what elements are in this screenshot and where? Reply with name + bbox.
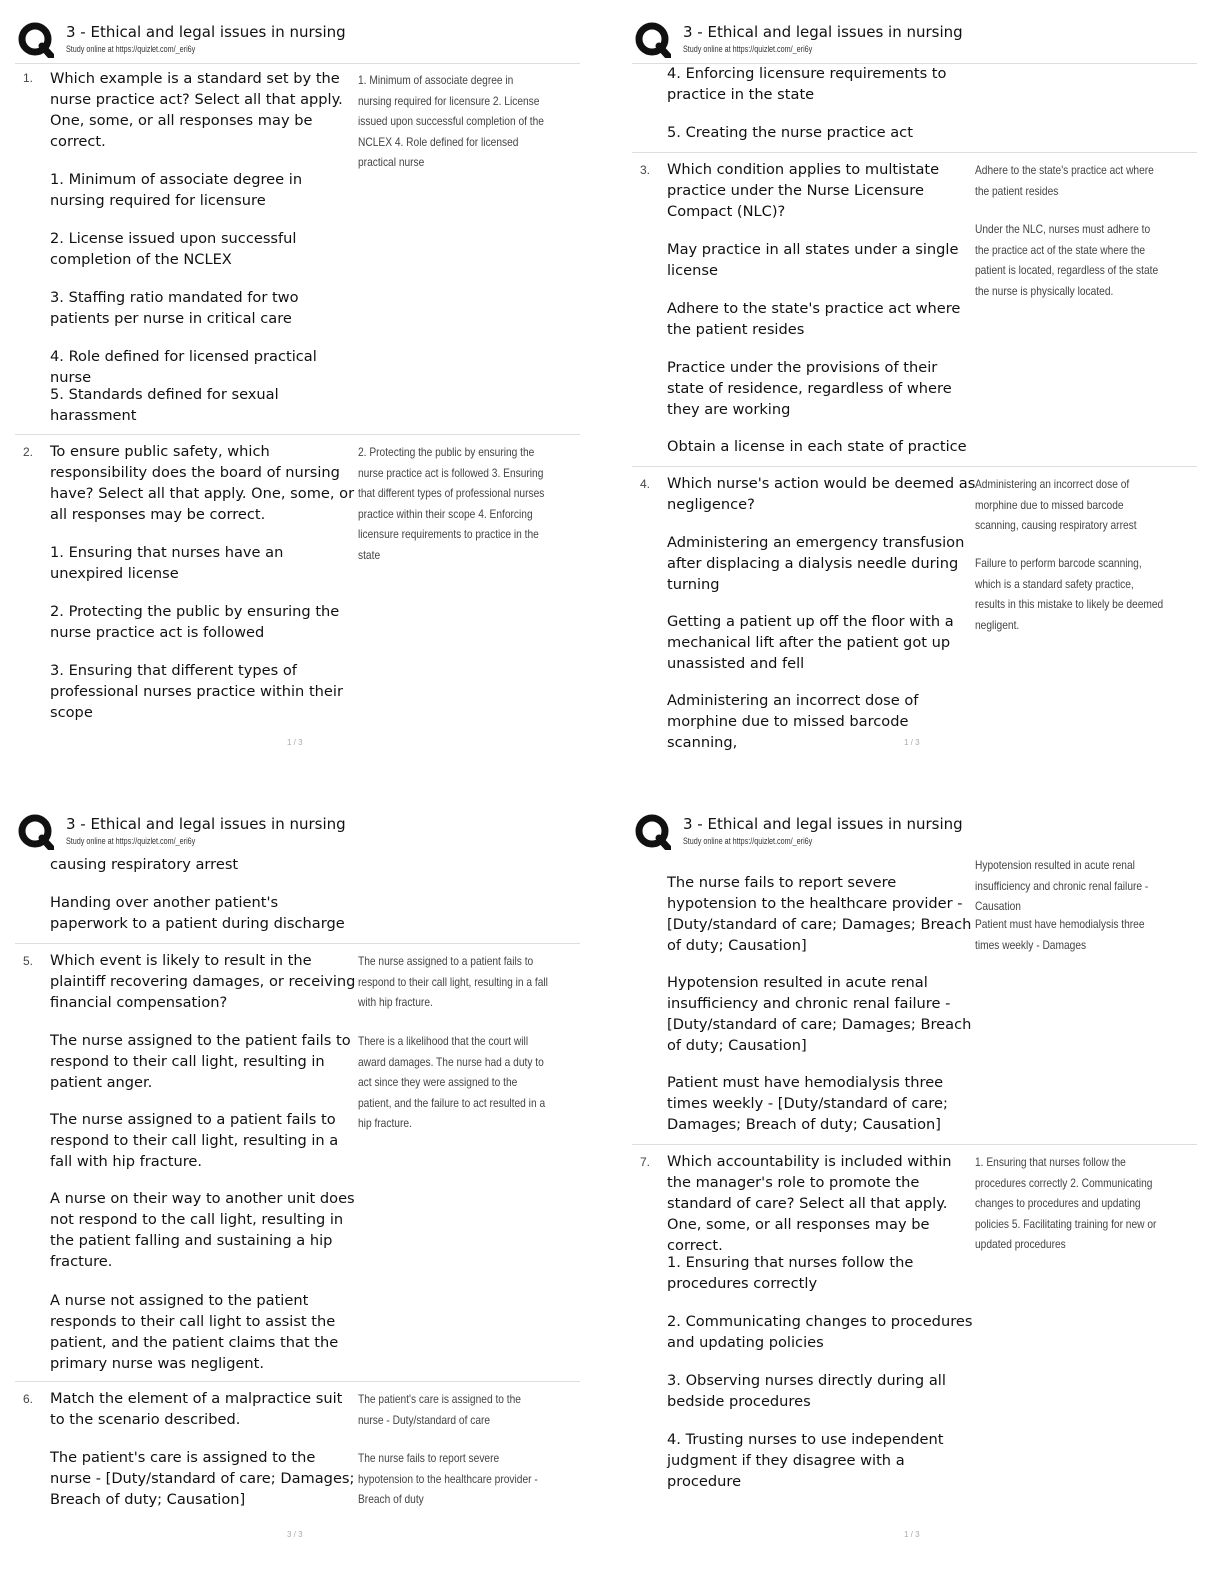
page-header xyxy=(632,18,1202,62)
answer-explanation: Under the NLC, nurses must adhere to the practice act of the state where the patient is located, regardless of the state the nurse is physically located. xyxy=(975,222,1159,298)
question-number: 7. xyxy=(640,1155,651,1169)
page-title: 3 - Ethical and legal issues in nursing xyxy=(683,815,963,833)
divider xyxy=(15,434,580,435)
question-number: 5. xyxy=(23,954,34,968)
quizlet-logo-icon xyxy=(635,22,671,58)
answer-option: 2. Communicating changes to procedures and updating policies xyxy=(667,1313,973,1351)
document-page-3 xyxy=(15,810,595,1580)
question-text: Which nurse's action would be deemed as negligence? xyxy=(667,475,976,513)
answer-text: The nurse assigned to a patient fails to respond to their call light, resulting in a fall with hip fracture. xyxy=(358,954,548,1009)
answer-option: Obtain a license in each state of practice xyxy=(667,438,967,455)
answer-option: 2. License issued upon successful completion of the NCLEX xyxy=(50,230,297,268)
answer-option: 4. Role defined for licensed practical nurse xyxy=(50,348,317,386)
answer-option: 3. Ensuring that different types of professional nurses practice within their scope xyxy=(50,662,343,721)
answer-text: Adhere to the state's practice act where the patient resides xyxy=(975,163,1154,198)
page-number: 1 / 3 xyxy=(287,738,303,747)
document-page-1 xyxy=(15,18,595,788)
question-number: 4. xyxy=(640,477,651,491)
page-subtitle: Study online at https://quizlet.com/_eri6y xyxy=(66,836,196,846)
document-page-4 xyxy=(632,810,1212,1580)
divider xyxy=(15,943,580,944)
answer-text: 2. Protecting the public by ensuring the nurse practice act is followed 3. Ensuring that different types of professional nurses practice within their scope 4. Enforcing licensure requirements to practice in the state xyxy=(358,445,545,562)
answer-text: The nurse fails to report severe hypotension to the healthcare provider - Breach of duty xyxy=(358,1451,538,1506)
question-number: 2. xyxy=(23,445,34,459)
page-header xyxy=(632,810,1202,854)
page-header xyxy=(15,18,585,62)
answer-option: Hypotension resulted in acute renal insufficiency and chronic renal failure - [Duty/standard of care; Damages; Breach of duty; Causation] xyxy=(667,974,972,1054)
question-text: Which accountability is included within the manager's role to promote the standard of care? Select all that apply. One, some, or all responses may be correct. xyxy=(667,1153,952,1254)
answer-option: Handing over another patient's paperwork to a patient during discharge xyxy=(50,894,345,932)
page-header xyxy=(15,810,585,854)
answer-option: 1. Ensuring that nurses follow the procedures correctly xyxy=(667,1254,914,1292)
divider xyxy=(632,1144,1197,1145)
answer-option: 4. Enforcing licensure requirements to practice in the state xyxy=(667,65,947,103)
answer-explanation: Failure to perform barcode scanning, which is a standard safety practice, results in this mistake to likely be deemed negligent. xyxy=(975,556,1164,632)
question-text: Which condition applies to multistate practice under the Nurse Licensure Compact (NLC)? xyxy=(667,161,940,220)
question-text: Which event is likely to result in the plaintiff recovering damages, or receiving financial compensation? xyxy=(50,952,356,1011)
question-text: Which example is a standard set by the nurse practice act? Select all that apply. One, some, or all responses may be correct. xyxy=(50,70,343,150)
answer-text: Administering an incorrect dose of morphine due to missed barcode scanning, causing respiratory arrest xyxy=(975,477,1137,532)
answer-option: 1. Ensuring that nurses have an unexpired license xyxy=(50,544,284,582)
answer-explanation: There is a likelihood that the court will award damages. The nurse had a duty to act since they were assigned to the patient, and the failure to act resulted in a hip fracture. xyxy=(358,1034,546,1130)
answer-option: A nurse not assigned to the patient responds to their call light to assist the patient, and the patient claims that the primary nurse was negligent. xyxy=(50,1292,339,1372)
document-page-2 xyxy=(632,18,1212,788)
answer-option: Getting a patient up off the floor with a mechanical lift after the patient got up unassisted and fell xyxy=(667,613,954,672)
answer-option: May practice in all states under a single license xyxy=(667,241,959,279)
answer-option: 5. Standards defined for sexual harassment xyxy=(50,386,279,424)
quizlet-logo-icon xyxy=(18,22,54,58)
answer-option: Administering an emergency transfusion after displacing a dialysis needle during turning xyxy=(667,534,965,593)
question-number: 3. xyxy=(640,163,651,177)
page-number: 3 / 3 xyxy=(287,1530,303,1539)
answer-option: 1. Minimum of associate degree in nursing required for licensure xyxy=(50,171,303,209)
answer-option: 3. Staffing ratio mandated for two patients per nurse in critical care xyxy=(50,289,299,327)
answer-option: 5. Creating the nurse practice act xyxy=(667,124,913,141)
divider xyxy=(632,152,1197,153)
answer-option: 4. Trusting nurses to use independent judgment if they disagree with a procedure xyxy=(667,1431,944,1490)
answer-option: 3. Observing nurses directly during all bedside procedures xyxy=(667,1372,946,1410)
answer-text: 1. Ensuring that nurses follow the procedures correctly 2. Communicating changes to procedures and updating policies 5. Facilitating training for new or updated procedures xyxy=(975,1155,1157,1251)
answer-option: A nurse on their way to another unit does not respond to the call light, resulting in the patient falling and sustaining a hip fracture. xyxy=(50,1190,355,1270)
page-subtitle: Study online at https://quizlet.com/_eri6y xyxy=(683,836,813,846)
question-number: 1. xyxy=(23,71,34,85)
answer-text: 1. Minimum of associate degree in nursing required for licensure 2. License issued upon successful completion of the NCLEX 4. Role defined for licensed practical nurse xyxy=(358,73,544,169)
answer-option: causing respiratory arrest xyxy=(50,856,239,873)
page-title: 3 - Ethical and legal issues in nursing xyxy=(66,23,346,41)
answer-option: The nurse assigned to the patient fails to respond to their call light, resulting in patient anger. xyxy=(50,1032,351,1091)
divider xyxy=(15,63,580,64)
divider xyxy=(632,466,1197,467)
answer-option: 2. Protecting the public by ensuring the nurse practice act is followed xyxy=(50,603,340,641)
answer-option: Adhere to the state's practice act where the patient resides xyxy=(667,300,961,338)
page-number: 1 / 3 xyxy=(904,1530,920,1539)
question-number: 6. xyxy=(23,1392,34,1406)
page-title: 3 - Ethical and legal issues in nursing xyxy=(66,815,346,833)
page-number: 1 / 3 xyxy=(904,738,920,747)
answer-text: The patient's care is assigned to the nurse - Duty/standard of care xyxy=(358,1392,521,1427)
question-text: Match the element of a malpractice suit to the scenario described. xyxy=(50,1390,343,1428)
page-title: 3 - Ethical and legal issues in nursing xyxy=(683,23,963,41)
answer-option: Practice under the provisions of their state of residence, regardless of where they are working xyxy=(667,359,952,418)
question-text: To ensure public safety, which responsibility does the board of nursing have? Select all that apply. One, some, or all responses may be correct. xyxy=(50,443,355,523)
answer-option: The nurse assigned to a patient fails to respond to their call light, resulting in a fall with hip fracture. xyxy=(50,1111,339,1170)
answer-text: Patient must have hemodialysis three times weekly - Damages xyxy=(975,917,1145,952)
answer-option: Administering an incorrect dose of morphine due to missed barcode scanning, xyxy=(667,692,919,751)
divider xyxy=(15,1381,580,1382)
quizlet-logo-icon xyxy=(635,814,671,850)
page-subtitle: Study online at https://quizlet.com/_eri6y xyxy=(66,44,196,54)
answer-option: The patient's care is assigned to the nurse - [Duty/standard of care; Damages; Breach of duty; Causation] xyxy=(50,1449,355,1508)
page-subtitle: Study online at https://quizlet.com/_eri6y xyxy=(683,44,813,54)
answer-text: Hypotension resulted in acute renal insufficiency and chronic renal failure - Causation xyxy=(975,858,1149,913)
quizlet-logo-icon xyxy=(18,814,54,850)
answer-option: Patient must have hemodialysis three times weekly - [Duty/standard of care; Damages; Breach of duty; Causation] xyxy=(667,1074,948,1133)
answer-option: The nurse fails to report severe hypotension to the healthcare provider - [Duty/standard of care; Damages; Breach of duty; Causation] xyxy=(667,874,972,954)
